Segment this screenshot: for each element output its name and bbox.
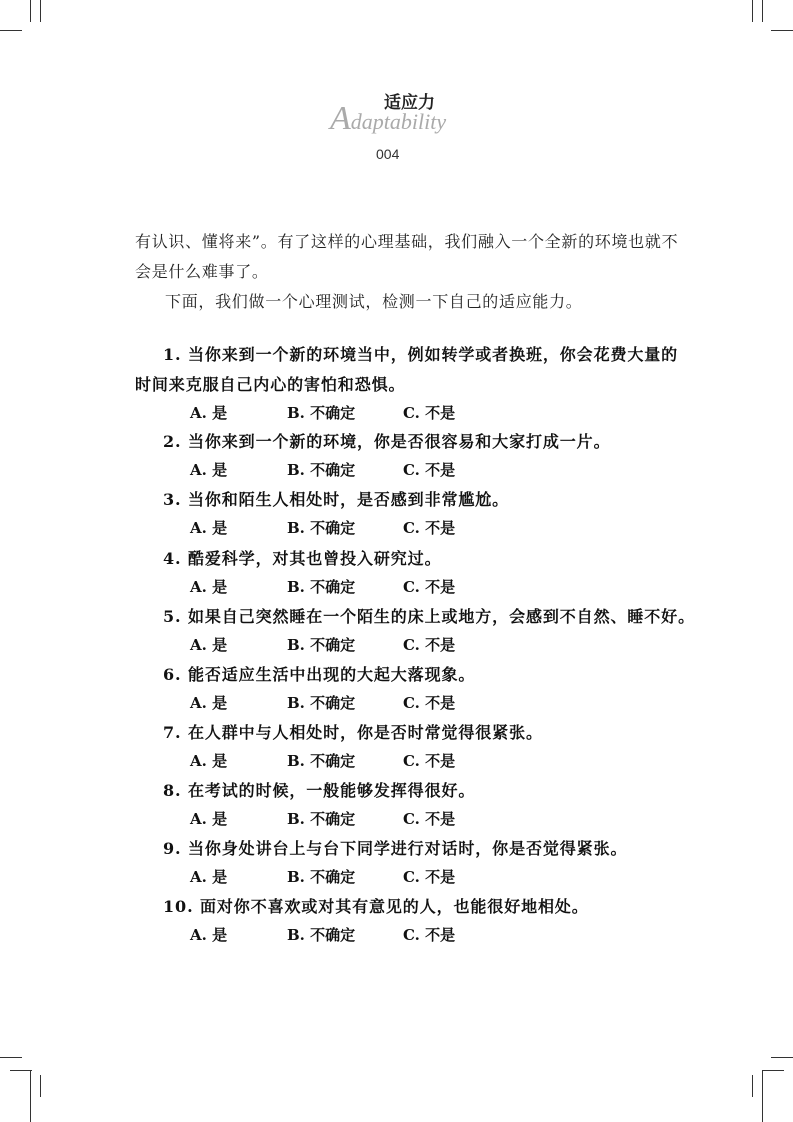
header-title-cn: 适应力 <box>384 93 435 113</box>
option-c: C. 不是 <box>403 578 456 596</box>
option-a: A. 是 <box>190 926 228 944</box>
crop-mark <box>0 1057 22 1058</box>
option-b: B. 不确定 <box>287 694 356 712</box>
option-c: C. 不是 <box>403 868 456 886</box>
question-text: 10. 面对你不喜欢或对其有意见的人，也能很好地相处。 <box>163 897 589 916</box>
option-a: A. 是 <box>190 404 228 422</box>
option-b: B. 不确定 <box>287 926 356 944</box>
option-a: A. 是 <box>190 636 228 654</box>
crop-mark <box>771 30 793 31</box>
question-text: 7. 在人群中与人相处时，你是否时常觉得很紧张。 <box>163 723 543 742</box>
question-text: 时间来克服自己内心的害怕和恐惧。 <box>135 375 406 394</box>
option-c: C. 不是 <box>403 461 456 479</box>
option-c: C. 不是 <box>403 519 456 537</box>
option-a: A. 是 <box>190 868 228 886</box>
intro-line: 会是什么难事了。 <box>135 262 269 281</box>
crop-mark <box>762 1070 784 1071</box>
crop-mark <box>30 1070 31 1122</box>
intro-line: 有认识、懂将来”。有了这样的心理基础，我们融入一个全新的环境也就不 <box>135 232 679 251</box>
question-text: 4. 酷爱科学，对其也曾投入研究过。 <box>163 549 442 568</box>
option-b: B. 不确定 <box>287 636 356 654</box>
option-a: A. 是 <box>190 578 228 596</box>
question-text: 6. 能否适应生活中出现的大起大落现象。 <box>163 665 476 684</box>
option-a: A. 是 <box>190 461 228 479</box>
option-b: B. 不确定 <box>287 404 356 422</box>
option-b: B. 不确定 <box>287 752 356 770</box>
question-text: 5. 如果自己突然睡在一个陌生的床上或地方，会感到不自然、睡不好。 <box>163 607 695 626</box>
option-b: B. 不确定 <box>287 810 356 828</box>
question-text: 3. 当你和陌生人相处时，是否感到非常尴尬。 <box>163 490 510 509</box>
header-rest: daptability <box>350 109 447 134</box>
crop-mark <box>30 0 31 22</box>
question-text: 1. 当你来到一个新的环境当中，例如转学或者换班，你会花费大量的 <box>163 345 679 364</box>
option-a: A. 是 <box>190 752 228 770</box>
option-b: B. 不确定 <box>287 868 356 886</box>
crop-mark <box>0 30 22 31</box>
option-c: C. 不是 <box>403 810 456 828</box>
page-number: 004 <box>376 146 400 162</box>
question-text: 8. 在考试的时候，一般能够发挥得很好。 <box>163 781 476 800</box>
question-text: 9. 当你身处讲台上与台下同学进行对话时，你是否觉得紧张。 <box>163 839 628 858</box>
crop-mark <box>10 1070 32 1071</box>
crop-mark <box>762 1070 763 1122</box>
intro-line: 下面，我们做一个心理测试，检测一下自己的适应能力。 <box>165 292 583 311</box>
crop-mark <box>752 1075 753 1097</box>
option-c: C. 不是 <box>403 694 456 712</box>
option-c: C. 不是 <box>403 404 456 422</box>
crop-mark <box>771 1057 793 1058</box>
crop-mark <box>40 0 41 22</box>
option-c: C. 不是 <box>403 752 456 770</box>
option-a: A. 是 <box>190 519 228 537</box>
option-c: C. 不是 <box>403 636 456 654</box>
option-c: C. 不是 <box>403 926 456 944</box>
option-a: A. 是 <box>190 694 228 712</box>
crop-mark <box>40 1075 41 1097</box>
crop-mark <box>762 0 763 22</box>
option-b: B. 不确定 <box>287 519 356 537</box>
question-text: 2. 当你来到一个新的环境，你是否很容易和大家打成一片。 <box>163 432 611 451</box>
option-b: B. 不确定 <box>287 461 356 479</box>
option-a: A. 是 <box>190 810 228 828</box>
option-b: B. 不确定 <box>287 578 356 596</box>
crop-mark <box>752 0 753 22</box>
header-initial: A <box>330 100 351 137</box>
